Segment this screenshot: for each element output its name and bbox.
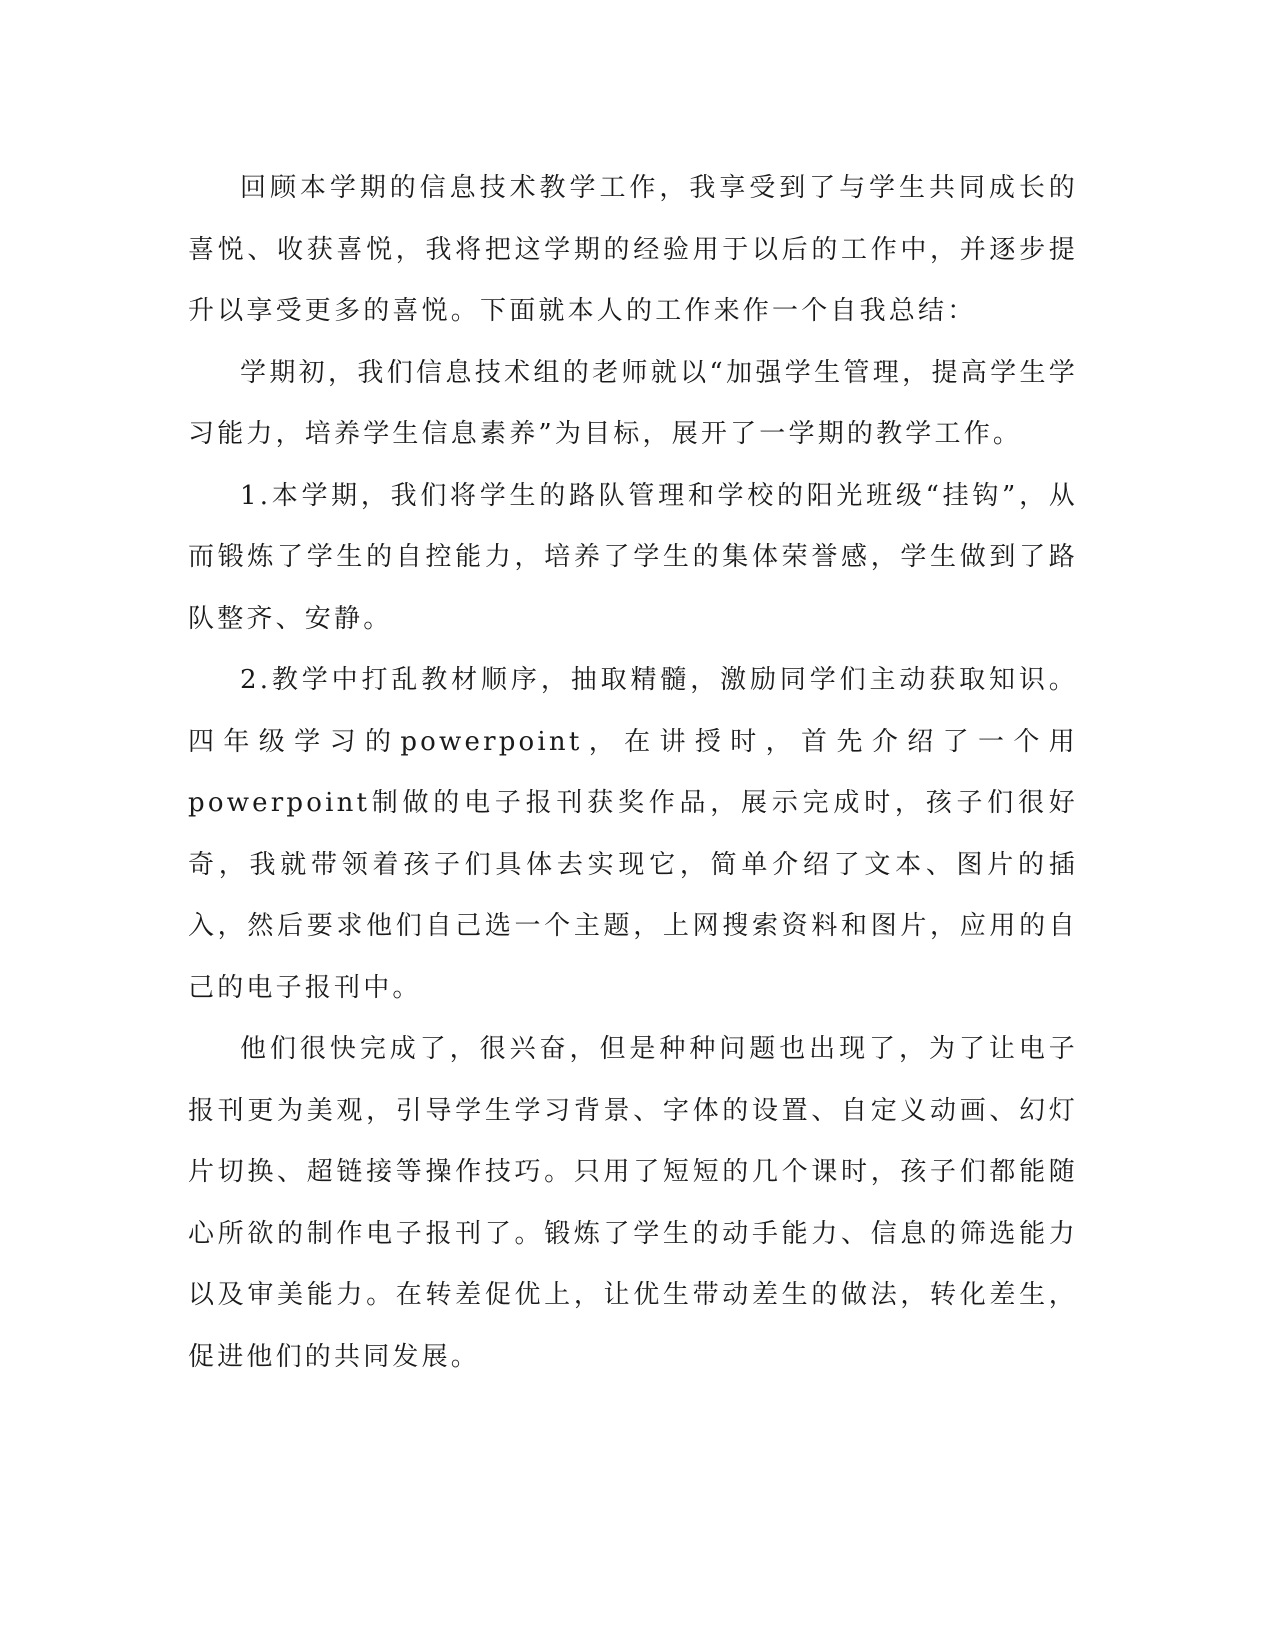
paragraph-goal: 学期初，我们信息技术组的老师就以“加强学生管理，提高学生学习能力，培养学生信息素养”为目标，展开了一学期的教学工作。 xyxy=(188,357,1078,449)
paragraph-conclusion: 他们很快完成了，很兴奋，但是种种问题也出现了，为了让电子报刊更为美观，引导学生学习背景、字体的设置、自定义动画、幻灯片切换、超链接等操作技巧。只用了短短的几个课时，孩子们都能随心所欲的制作电子报刊了。锻炼了学生的动手能力、信息的筛选能力以及审美能力。在转差促优上，让优生带动差生的做法，转化差生，促进他们的共同发展。 xyxy=(188,1034,1078,1372)
paragraph-item-1: 1.本学期，我们将学生的路队管理和学校的阳光班级“挂钩”，从而锻炼了学生的自控能力，培养了学生的集体荣誉感，学生做到了路队整齐、安静。 xyxy=(188,480,1078,634)
paragraph-item-2: 2.教学中打乱教材顺序，抽取精髓，激励同学们主动获取知识。四年级学习的powerpoint，在讲授时，首先介绍了一个用powerpoint制做的电子报刊获奖作品，展示完成时，孩子们很好奇，我就带领着孩子们具体去实现它，简单介绍了文本、图片的插入，然后要求他们自己选一个主题，上网搜索资料和图片，应用的自己的电子报刊中。 xyxy=(188,665,1078,1003)
document-page xyxy=(188,158,1078,1388)
paragraph-intro: 回顾本学期的信息技术教学工作，我享受到了与学生共同成长的喜悦、收获喜悦，我将把这学期的经验用于以后的工作中，并逐步提升以享受更多的喜悦。下面就本人的工作来作一个自我总结： xyxy=(188,173,1078,326)
